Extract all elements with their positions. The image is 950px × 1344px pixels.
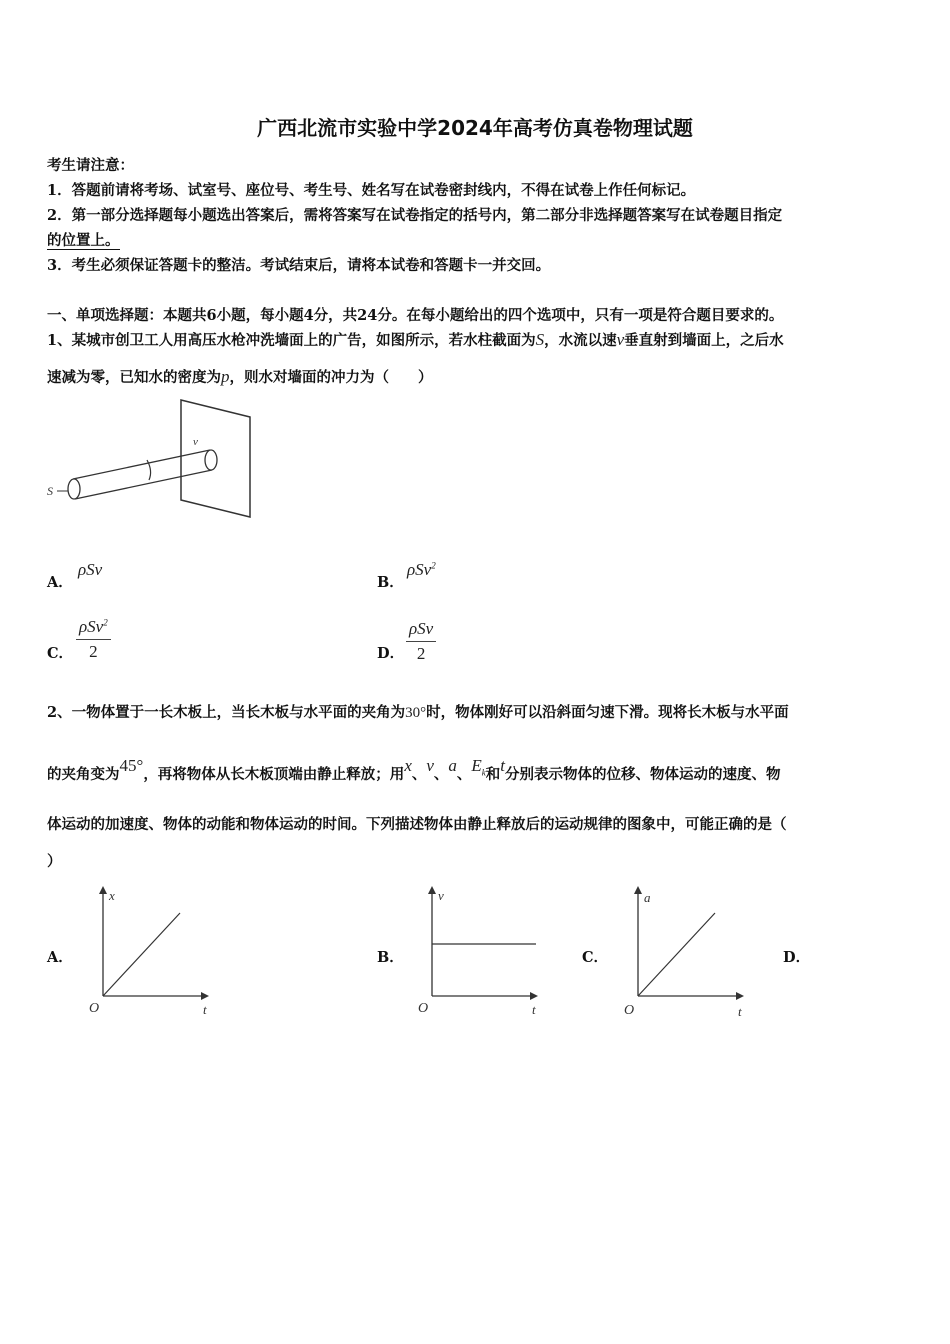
q2-line-1 [47,701,789,722]
q1-line-1 [47,329,784,350]
page-title: 广西北流市实验中学2024年高考仿真卷物理试题 [257,116,693,140]
q1-text-1b: ，水流以速 [544,332,617,349]
graph-B-x-arrow [530,992,538,1000]
q2-angle-2: 45° [119,756,144,775]
q2-var-E-sub: k [481,767,486,778]
q1-option-B-exp: 2 [431,560,436,571]
graph-A-x-label: t [203,1002,207,1017]
q2-var-x: x [404,756,412,775]
q1-option-C-fraction [76,617,111,662]
q2-var-E [471,756,486,778]
q2-option-C-label[interactable]: C． [582,949,609,966]
q2-option-B-label[interactable]: B． [377,949,404,966]
notice-item-2-cont [47,229,120,250]
q1-option-C-num-base: ρSv [79,617,104,636]
q1-option-D-fraction [406,619,436,664]
q1-option-D-label[interactable]: D． [377,645,405,662]
q1-option-A-expr: ρSv [78,560,103,579]
q1-text-1a: 1、某城市创卫工人用高压水枪冲洗墙面上的广告，如图所示，若水柱截面为 [47,332,536,349]
section-heading: 一、单项选择题：本题共6小题，每小题4分，共24分。在每小题给出的四个选项中，只有一项是符合题目要求的。 [47,307,784,324]
graph-C-origin: O [624,1003,635,1018]
q1-option-B-base: ρSv [407,560,432,579]
q1-option-C-denominator: 2 [89,642,98,661]
q2-and: 和 [485,766,501,783]
q1-text-2b: ，则水对墙面的冲力为（ ） [229,369,433,386]
graph-A-x-arrow [201,992,209,1000]
graph-C-x-label: t [738,1004,742,1019]
q2-line-3: 体运动的加速度、物体的动能和物体运动的时间。下列描述物体由静止释放后的运动规律的图象中，可能正确的是（ [47,816,787,833]
q2-option-A-label[interactable]: A． [47,949,73,966]
graph-A-y-arrow [99,886,107,894]
figure-label-v: v [193,436,198,448]
graph-C-y-label: a [644,890,651,905]
q2-var-a: a [448,756,457,775]
q2-var-t: t [500,756,506,775]
q2-text-2c: 分别表示物体的位移、物体运动的速度、物 [505,766,781,783]
q2-option-D-label[interactable]: D． [783,949,811,966]
q2-var-E-base: E [471,756,482,775]
q2-sep-1: 、 [411,766,427,783]
graph-A-y-label: x [109,888,115,903]
q1-symbol-rho: p [221,367,230,386]
figure-label-S: S [47,484,53,498]
q1-option-C-num-exp: 2 [103,617,108,628]
graph-B-y-label: v [438,888,444,903]
graph-B-origin: O [418,1001,429,1016]
q1-figure [45,395,260,525]
graph-C-y-arrow [634,886,642,894]
q2-graph-B [414,880,549,1020]
notice-item-2: 2．第一部分选择题每小题选出答案后，需将答案写在试卷指定的括号内，第二部分非选择题答案写在试卷题目指定 [47,207,783,224]
cylinder-left-end [68,479,80,499]
q1-option-A-label[interactable]: A． [47,574,73,591]
q2-var-v: v [426,756,434,775]
notice-item-2-cont-text: 的位置上。 [47,232,120,249]
q1-option-B-label[interactable]: B． [377,574,404,591]
q1-text-1c: 垂直射到墙面上，之后水 [624,332,784,349]
q2-text-1a: 2、一物体置于一长木板上，当长木板与水平面的夹角为 [47,704,406,721]
q2-text-2b: ，再将物体从长木板顶端由静止释放；用 [143,766,405,783]
q1-option-C-numerator [76,617,111,640]
graph-A-line [103,913,180,996]
q1-option-B-expr [407,560,436,580]
q2-graph-C [620,880,755,1020]
cylinder-right-end [205,450,217,470]
graph-C-x-arrow [736,992,744,1000]
q2-text-1b: 时，物体刚好可以沿斜面匀速下滑。现将长木板与水平面 [426,704,789,721]
q1-option-C-label[interactable]: C． [47,645,74,662]
q1-option-D-numerator: ρSv [406,619,436,642]
q1-line-2 [47,366,433,387]
q2-sep-2: 、 [433,766,449,783]
q2-line-4: ） [47,853,62,870]
graph-B-y-arrow [428,886,436,894]
notice-item-3: 3．考生必须保证答题卡的整洁。考试结束后，请将本试卷和答题卡一并交回。 [47,257,551,274]
q2-graph-A [85,880,220,1020]
notice-item-1: 1．答题前请将考场、试室号、座位号、考生号、姓名写在试卷密封线内，不得在试卷上作任何标记。 [47,182,696,199]
graph-C-line [638,913,715,996]
graph-B-x-label: t [532,1002,536,1017]
q2-sep-3: 、 [456,766,472,783]
q1-symbol-S: S [535,330,545,349]
q2-text-2a: 的夹角变为 [47,766,120,783]
graph-A-origin: O [89,1001,100,1016]
q2-angle-1: 30° [405,705,427,721]
q1-text-2a: 速减为零，已知水的密度为 [47,369,221,386]
notice-heading: 考生请注意： [47,157,134,174]
q1-option-D-denominator: 2 [416,644,426,663]
q2-line-2 [47,756,781,785]
q1-symbol-v: v [616,330,625,349]
